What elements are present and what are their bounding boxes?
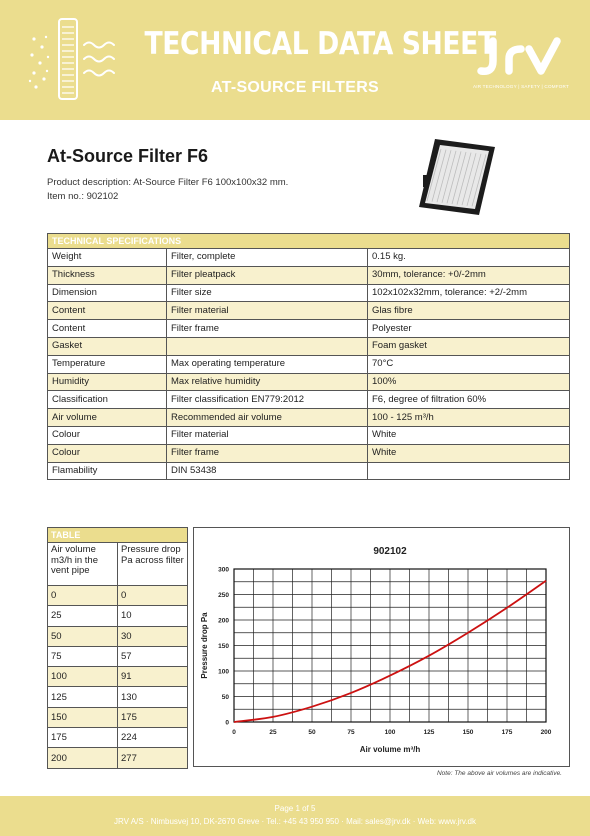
spec-cell-c3: 100% [368,373,570,391]
document-title: TECHNICAL DATA SHEET [144,26,496,62]
spec-cell-c1: Flamability [48,462,167,480]
spec-cell-c2: Filter frame [167,444,368,462]
spec-cell-c1: Air volume [48,409,167,427]
pressure-drop-chart [193,527,570,767]
pressure-drop-column-header: Pressure drop Pa across filter [118,543,188,586]
jrv-logo [473,35,565,79]
technical-specifications-table [47,233,570,480]
pressure-row [48,626,188,646]
spec-cell-c2: Filter frame [167,320,368,338]
spec-cell-c3: White [368,444,570,462]
spec-cell-c3 [368,462,570,480]
chart-x-tick-label: 100 [384,729,396,736]
pressure-drop-cell: 30 [118,626,188,646]
spec-row [48,249,570,267]
spec-row [48,462,570,480]
product-item-number: Item no.: 902102 [47,191,119,202]
spec-row [48,409,570,427]
air-volume-cell: 200 [48,748,118,768]
spec-cell-c2: Filter classification EN779:2012 [167,391,368,409]
spec-row [48,266,570,284]
spec-cell-c3: 100 - 125 m³/h [368,409,570,427]
pressure-row [48,687,188,707]
chart-y-tick-label: 300 [218,566,229,574]
air-volume-cell: 175 [48,728,118,748]
chart-x-tick-label: 50 [308,729,316,736]
filter-with-airflow-icon [28,17,122,103]
chart-y-tick-label: 0 [225,719,229,727]
chart-y-tick-label: 200 [218,617,229,625]
pressure-row [48,748,188,768]
spec-cell-c1: Thickness [48,266,167,284]
pressure-row [48,667,188,687]
spec-row [48,444,570,462]
chart-y-axis-label: Pressure drop Pa [200,612,209,679]
company-address: JRV A/S · Nimbusvej 10, DK-2670 Greve · Tel.: +45 43 950 950 · Mail: sales@jrv.dk · Web: www.jrv.dk [114,817,476,826]
pressure-row [48,606,188,626]
spec-cell-c3: 0.15 kg. [368,249,570,267]
chart-canvas [194,528,569,766]
pressure-drop-cell: 277 [118,748,188,768]
chart-y-tick-label: 250 [218,591,229,599]
chart-y-tick-label: 150 [218,642,229,650]
chart-y-tick-label: 50 [221,693,229,701]
spec-cell-c3: Polyester [368,320,570,338]
pressure-drop-cell: 130 [118,687,188,707]
pressure-row [48,646,188,666]
air-volume-cell: 100 [48,667,118,687]
air-volume-column-header: Air volume m3/h in the vent pipe [48,543,118,586]
air-volume-cell: 75 [48,646,118,666]
pressure-drop-cell: 10 [118,606,188,626]
pressure-drop-cell: 224 [118,728,188,748]
spec-cell-c3: White [368,426,570,444]
air-volume-cell: 0 [48,586,118,606]
spec-cell-c1: Weight [48,249,167,267]
spec-cell-c1: Colour [48,444,167,462]
spec-cell-c1: Content [48,302,167,320]
product-description: Product description: At-Source Filter F6 100x100x32 mm. [47,177,289,188]
spec-cell-c3: 102x102x32mm, tolerance: +2/-2mm [368,284,570,302]
chart-x-tick-label: 150 [462,729,474,736]
spec-cell-c2: Max operating temperature [167,355,368,373]
spec-cell-c1: Humidity [48,373,167,391]
brand-tagline: AIR TECHNOLOGY | SAFETY | COMFORT [473,84,569,89]
spec-row [48,337,570,355]
spec-cell-c2: Filter pleatpack [167,266,368,284]
spec-cell-c2: Max relative humidity [167,373,368,391]
chart-x-tick-label: 75 [347,729,355,736]
air-volume-cell: 150 [48,707,118,727]
product-title: At-Source Filter F6 [47,146,209,166]
spec-row [48,373,570,391]
spec-cell-c3: F6, degree of filtration 60% [368,391,570,409]
specs-header: TECHNICAL SPECIFICATIONS [48,234,570,249]
spec-row [48,320,570,338]
spec-cell-c1: Colour [48,426,167,444]
spec-cell-c2: DIN 53438 [167,462,368,480]
spec-cell-c1: Content [48,320,167,338]
chart-x-tick-label: 0 [232,729,236,736]
spec-row [48,302,570,320]
air-volume-note: Note: The above air volumes are indicative. [436,770,562,777]
spec-cell-c2 [167,337,368,355]
pressure-row [48,586,188,606]
spec-cell-c1: Dimension [48,284,167,302]
chart-x-tick-label: 200 [540,729,552,736]
spec-row [48,284,570,302]
page-number: Page 1 of 5 [274,804,316,813]
pressure-drop-cell: 0 [118,586,188,606]
pressure-drop-cell: 175 [118,707,188,727]
chart-x-tick-label: 175 [501,729,513,736]
chart-y-tick-label: 100 [218,668,229,676]
footer [0,796,590,836]
spec-cell-c3: 30mm, tolerance: +0/-2mm [368,266,570,284]
spec-cell-c3: 70°C [368,355,570,373]
filter-product-image [413,135,498,217]
spec-cell-c2: Filter size [167,284,368,302]
header-banner [0,0,590,120]
chart-title: 902102 [373,546,407,557]
document-subtitle: AT-SOURCE FILTERS [210,79,380,96]
chart-x-tick-label: 25 [269,729,277,736]
spec-cell-c1: Temperature [48,355,167,373]
spec-row [48,391,570,409]
pressure-table-header: TABLE [48,528,188,543]
air-volume-cell: 25 [48,606,118,626]
spec-cell-c3: Foam gasket [368,337,570,355]
air-volume-cell: 125 [48,687,118,707]
pressure-drop-cell: 91 [118,667,188,687]
spec-cell-c1: Gasket [48,337,167,355]
air-volume-cell: 50 [48,626,118,646]
pressure-drop-cell: 57 [118,646,188,666]
spec-row [48,426,570,444]
chart-x-axis-label: Air volume m³/h [359,745,421,754]
spec-cell-c2: Filter material [167,426,368,444]
pressure-row [48,728,188,748]
pressure-row [48,707,188,727]
spec-cell-c2: Filter material [167,302,368,320]
spec-cell-c3: Glas fibre [368,302,570,320]
spec-cell-c2: Recommended air volume [167,409,368,427]
spec-cell-c1: Classification [48,391,167,409]
chart-x-tick-label: 125 [423,729,435,736]
spec-cell-c2: Filter, complete [167,249,368,267]
pressure-drop-table [47,527,188,769]
spec-row [48,355,570,373]
